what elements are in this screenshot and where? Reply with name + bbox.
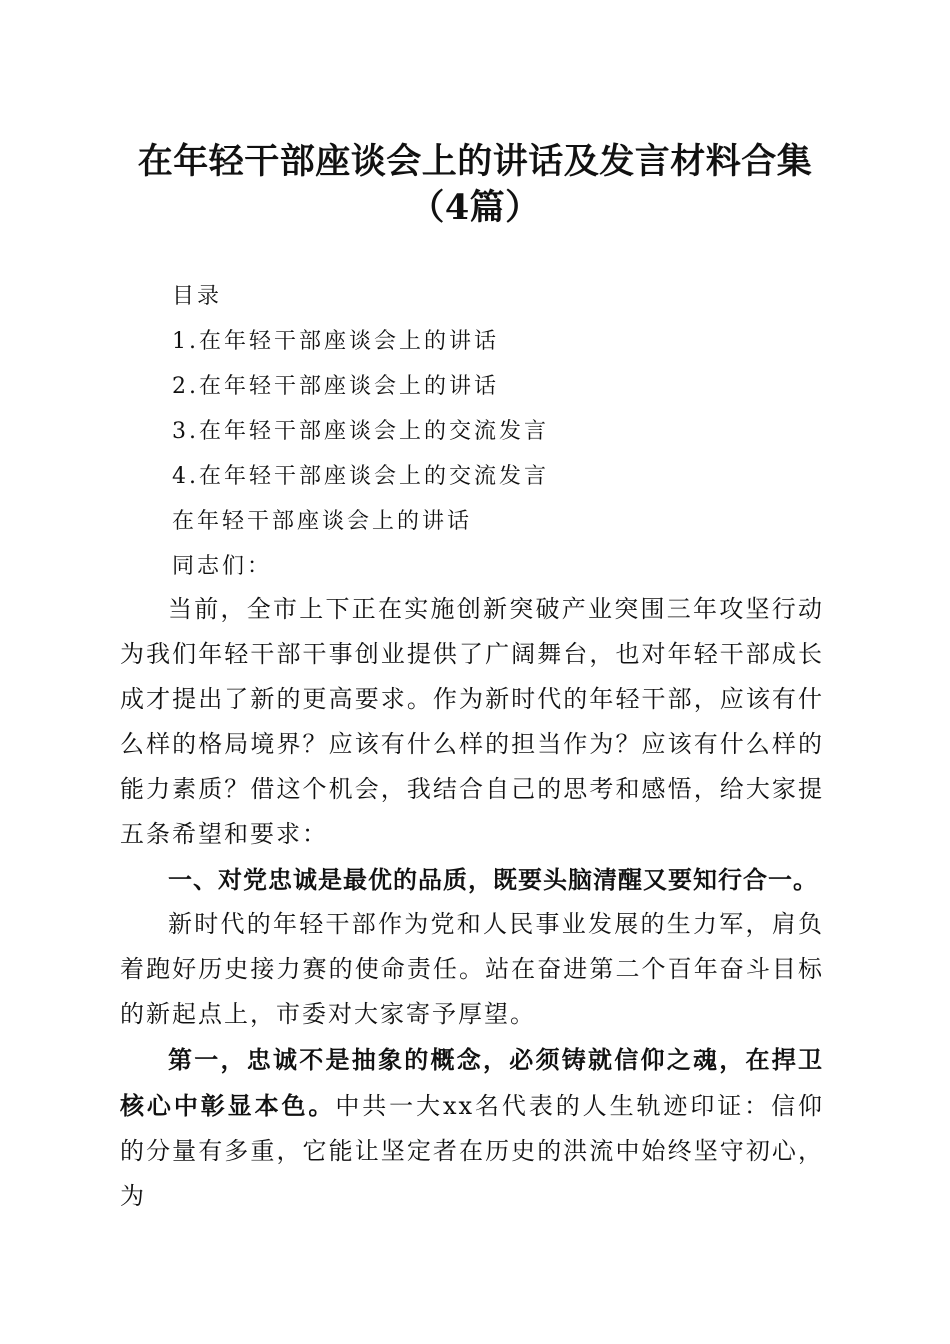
document-title-count: （4篇） [409, 187, 541, 228]
table-of-contents [172, 274, 872, 589]
toc-item: 4.在年轻干部座谈会上的交流发言 [172, 464, 549, 489]
toc-item: 2.在年轻干部座谈会上的讲话 [172, 374, 499, 399]
toc-heading: 目录 [172, 284, 223, 309]
paragraph-intro: 当前，全市上下正在实施创新突破产业突围三年攻坚行动为我们年轻干部干事创业提供了广阔舞台，也对年轻干部成长成才提出了新的更高要求。作为新时代的年轻干部，应该有什么样的格局境界？应该有什么样的担当作为？应该有什么样的能力素质？借这个机会，我结合自己的思考和感悟，给大家提五条希望和要求： [120, 595, 824, 848]
toc-item: 3.在年轻干部座谈会上的交流发言 [172, 419, 549, 444]
toc-item: 1.在年轻干部座谈会上的讲话 [172, 329, 499, 354]
greeting: 同志们： [172, 554, 273, 579]
paragraph-body-1: 新时代的年轻干部作为党和人民事业发展的生力军，肩负着跑好历史接力赛的使命责任。站在奋进第二个百年奋斗目标的新起点上，市委对大家寄予厚望。 [120, 910, 824, 1028]
section-title: 在年轻干部座谈会上的讲话 [172, 509, 473, 534]
paragraph-body-2 [120, 1037, 824, 1219]
section-heading-1: 一、对党忠诚是最优的品质，既要头脑清醒又要知行合一。 [168, 865, 818, 894]
document-title: 在年轻干部座谈会上的讲话及发言材料合集 [137, 141, 813, 182]
paragraph-lead-bold: 第一，忠诚不是抽象的概念，必须铸就信仰之魂，在捍卫核心中彰显本色。 [120, 1045, 824, 1120]
paragraph-continuation: 中共一大xx名代表的人生轨迹印证：信仰的分量有多重，它能让坚定者在历史的洪流中始终坚守初心，为 [120, 1092, 824, 1210]
